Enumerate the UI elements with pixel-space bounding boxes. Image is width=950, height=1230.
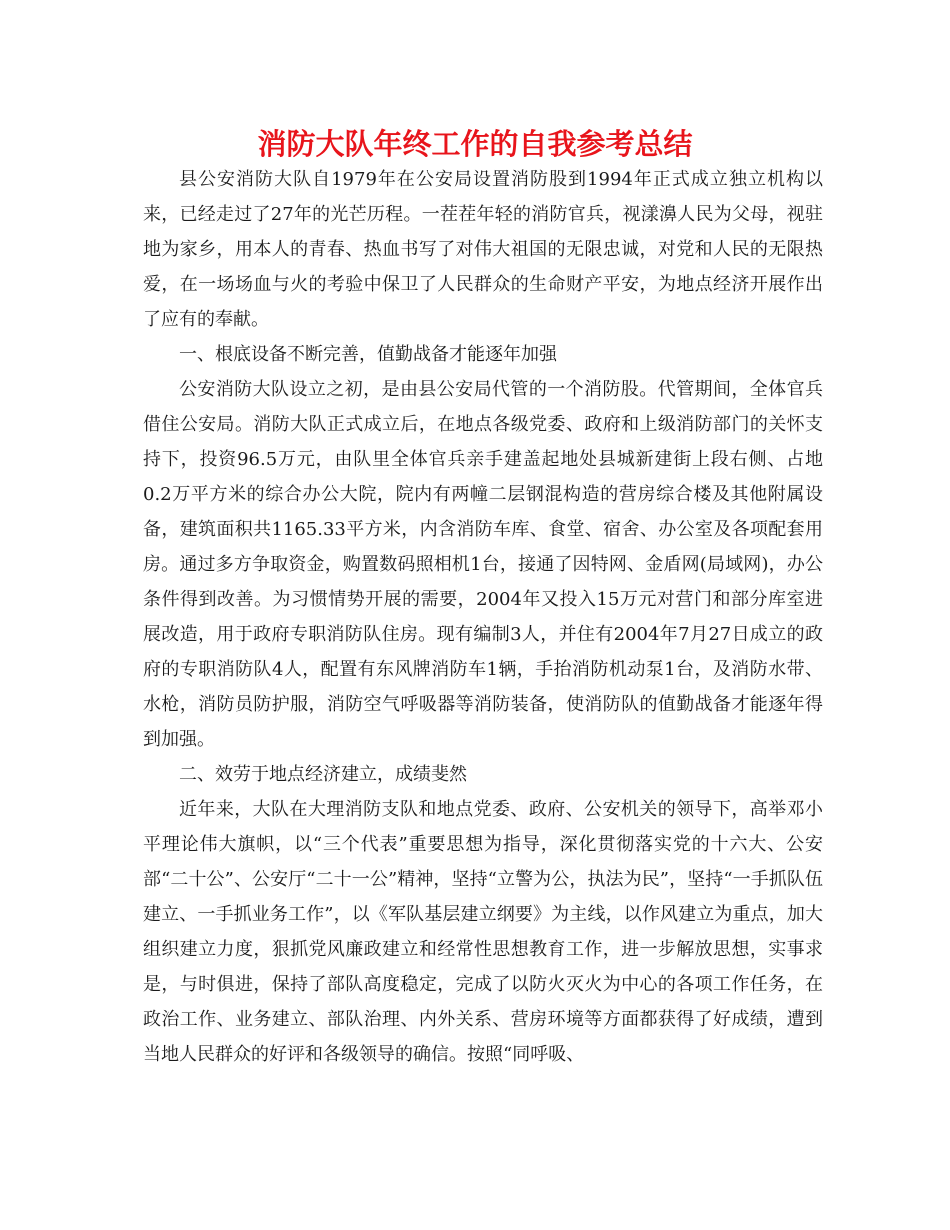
paragraph-intro: 县公安消防大队自1979年在公安局设置消防股到1994年正式成立独立机构以来，已经走过了27年的光芒历程。一茬茬年轻的消防官兵，视漾濞人民为父母，视驻地为家乡，用本人的青春、热血书写了对伟大祖国的无限忠诚，对党和人民的无限热爱，在一场场血与火的考验中保卫了人民群众的生命财产平安，为地点经济开展作出了应有的奉献。 bbox=[143, 169, 823, 330]
section-heading-1: 一、根底设备不断完善，值勤战备才能逐年加强 bbox=[179, 344, 557, 365]
paragraph-achievements: 近年来，大队在大理消防支队和地点党委、政府、公安机关的领导下，高举邓小平理论伟大旗帜，以“三个代表”重要思想为指导，深化贯彻落实党的十六大、公安部“二十公”、公安厅“二十一公”精神，坚持“立警为公，执法为民”，坚持“一手抓队伍建立、一手抓业务工作”，以《军队基层建立纲要》为主线，以作风建立为重点，加大组织建立力度，狠抓党风廉政建立和经常性思想教育工作，进一步解放思想，实事求是，与时俱进，保持了部队高度稳定，完成了以防火灭火为中心的各项工作任务，在政治工作、业务建立、部队治理、内外关系、营房环境等方面都获得了好成绩，遭到当地人民群众的好评和各级领导的确信。按照“同呼吸、 bbox=[143, 799, 823, 1065]
section-heading-2: 二、效劳于地点经济建立，成绩斐然 bbox=[179, 764, 467, 785]
document-body bbox=[143, 162, 823, 1072]
paragraph-infrastructure: 公安消防大队设立之初，是由县公安局代管的一个消防股。代管期间，全体官兵借住公安局。消防大队正式成立后，在地点各级党委、政府和上级消防部门的关怀支持下，投资96.5万元，由队里全体官兵亲手建盖起地处县城新建街上段右侧、占地0.2万平方米的综合办公大院，院内有两幢二层钢混构造的营房综合楼及其他附属设备，建筑面积共1165.33平方米，内含消防车库、食堂、宿舍、办公室及各项配套用房。通过多方争取资金，购置数码照相机1台，接通了因特网、金盾网(局域网)，办公条件得到改善。为习惯情势开展的需要，2004年又投入15万元对营门和部分库室进展改造，用于政府专职消防队住房。现有编制3人，并住有2004年7月27日成立的政府的专职消防队4人，配置有东风牌消防车1辆，手抬消防机动泵1台，及消防水带、水枪，消防员防护服，消防空气呼吸器等消防装备，使消防队的值勤战备才能逐年得到加强。 bbox=[143, 379, 823, 750]
document-title: 消防大队年终工作的自我参考总结 bbox=[257, 127, 693, 161]
